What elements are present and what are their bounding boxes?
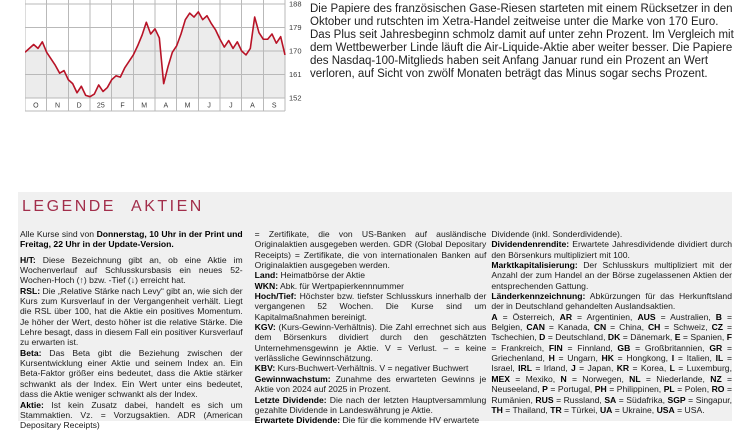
legend-paragraph: Länderkennzeichnung: Abkürzungen für das Herkunftsland der in Deutschland gehandelten Auslandsaktien.	[491, 291, 732, 312]
svg-text:170: 170	[289, 46, 302, 56]
legend-paragraph: Dividende (inkl. Sonderdividende).	[491, 229, 623, 239]
legend-paragraph: A = Österreich, AR = Argentinien, AUS = Australien, B = Belgien, CAN = Kanada, CN = China, CH = Schweiz, CZ = Tschechien, D = Deutschland, DK = Dänemark, E = Spanien, F = Frankreich, FIN = Finnland, GB = Großbritannien, GR = Griechenland, H = Ungarn, HK = Hongkong, I = Italien, IL = Israel, IRL = Irland, J = Japan, KR = Korea, L = Luxemburg, MEX = Mexiko, N = Norwegen, NL = Niederlande, NZ = Neuseeland, P = Portugal, PH = Philippinen, PL = Polen, RO = Rumänien, RUS = Russland, SA = Südafrika, SGP = Singapur, TH = Thailand, TR = Türkei, UA = Ukraine, USA = USA.	[491, 311, 733, 415]
legend-paragraph: RSL: Die „Relative Stärke nach Levy“ gibt an, wie sich der Kurs zum Kursverlauf in der Vergangenheit verhält. Liegt die RSL über 100, hat die Aktie ein positives Momentum. Je höher der Wert, desto höher ist die relative Stärke. Die Lehre besagt, dass in diesem Fall ein positiver Kursverlauf zu erwarten ist.	[20, 285, 243, 348]
svg-text:M: M	[141, 102, 148, 110]
svg-text:D: D	[76, 102, 82, 110]
legend-paragraph: Erwartete Dividende: Die für die kommende HV erwartete	[254, 415, 480, 426]
legend-paragraph: Land: Heimatbörse der Aktie	[254, 270, 365, 281]
svg-text:M: M	[184, 102, 191, 110]
legend-col2-paragraphs	[255, 229, 487, 426]
legend-paragraph: Marktkapitalisierung: Der Schlusskurs multipliziert mit der Anzahl der zum Handel an der Börse zugelassenen Aktien der entsprechenden Gattung.	[491, 260, 732, 291]
legend-heading: LEGENDE AKTIEN	[22, 198, 204, 215]
legend-paragraph: H/T: Diese Bezeichnung gibt an, ob eine Aktie im Wochenverlauf auf Schlusskursbasis ein neues 52-Wochen-Hoch (↑) bzw. -Tief (↓) erreicht hat.	[20, 254, 243, 286]
svg-text:N: N	[54, 102, 61, 110]
legend-paragraph: Aktie: Ist kein Zusatz dabei, handelt es sich um Stammaktien. Vz. = Vorzugsaktien. ADR (American Depositary Receipts)	[20, 399, 243, 431]
svg-text:161: 161	[289, 70, 302, 80]
legend-column-2	[255, 229, 487, 431]
svg-text:A: A	[250, 102, 255, 110]
svg-text:152: 152	[289, 93, 302, 103]
legend-paragraph: Dividendenrendite: Erwartete Jahresdividende dividiert durch den Börsenkurs multipliziert mit 100.	[491, 239, 732, 260]
legend-paragraph: Beta: Das Beta gibt die Beziehung zwischen der Kursentwicklung einer Aktie und seinem Index an. Ein Beta-Faktor größer eins bedeutet, dass die Aktie stärker schwankt als der Index. Ein Wert unter eins bedeutet, dass die Aktie weniger schwankt als der Index.	[20, 347, 243, 400]
svg-text:J: J	[229, 102, 233, 110]
legend-col1-paragraphs	[20, 255, 243, 431]
legend-paragraph: WKN: Abk. für Wertpapierkennnummer	[254, 280, 405, 291]
legend-paragraph: Gewinnwachstum: Zunahme des erwarteten Gewinns je Aktie von 2024 auf 2025 in Prozent.	[254, 373, 487, 395]
legend-column-1	[20, 229, 243, 431]
svg-text:O: O	[33, 102, 39, 110]
svg-text:S: S	[271, 102, 277, 110]
legend-paragraph: KBV: Kurs-Buchwert-Verhältnis. V = negativer Buchwert	[254, 363, 469, 374]
svg-text:179: 179	[289, 23, 302, 33]
legend-paragraph: Letzte Dividende: Die nach der letzten Hauptversammlung gezahlte Dividende in Landeswährung je Aktie.	[254, 394, 487, 415]
legend-col3-paragraphs	[491, 229, 732, 415]
legend-intro: Alle Kurse sind von Donnerstag, 10 Uhr in der Print und Freitag, 22 Uhr in der Update-Version.	[20, 229, 243, 250]
svg-text:J: J	[207, 102, 211, 110]
svg-text:A: A	[163, 102, 169, 110]
price-chart	[25, 0, 303, 113]
svg-text:25: 25	[96, 102, 105, 110]
legend-paragraph: = Zertifikate, die von US-Banken auf ausländische Originalaktien ausgegeben werden. GDR (Global Depositary Receipts) = Zertifikate, die von internationalen Banken auf Originalaktien ausgegeben werden.	[254, 229, 487, 271]
price-chart-svg	[25, 0, 303, 113]
svg-text:188: 188	[289, 0, 302, 9]
legend-panel	[18, 192, 733, 431]
svg-text:F: F	[120, 102, 125, 110]
legend-columns	[20, 229, 732, 431]
legend-paragraph: KGV: (Kurs-Gewinn-Verhältnis). Die Zahl errechnet sich aus dem Börsenkurs dividiert durch den geschätzten Unternehmensgewinn je Aktie. V = Verlust. – = keine verlässliche Gewinnschätzung.	[254, 322, 487, 364]
article-text: Die Papiere des französischen Gase-Riesen starteten mit einem Rücksetzer in den Oktober und rutschten im Xetra-Handel zeitweise unter die Marke von 170 Euro. Das Plus seit Jahresbeginn schmolz damit auf unter zehn Prozent. Im Vergleich mit dem Wettbewerber Linde läuft die Air-Liquide-Aktie aber weiter besser. Die Papiere des Nasdaq-100-Mitglieds haben seit Anfang Januar rund ein Prozent an Wert verloren, auf Sicht von zwölf Monaten beträgt das Minus sogar sechs Prozent.	[310, 3, 734, 80]
legend-column-3	[491, 229, 732, 431]
legend-paragraph: Hoch/Tief: Höchster bzw. tiefster Schlusskurs innerhalb der vergangenen 52 Wochen. Die Kurse sind um Kapitalmaßnahmen bereinigt.	[254, 291, 487, 322]
